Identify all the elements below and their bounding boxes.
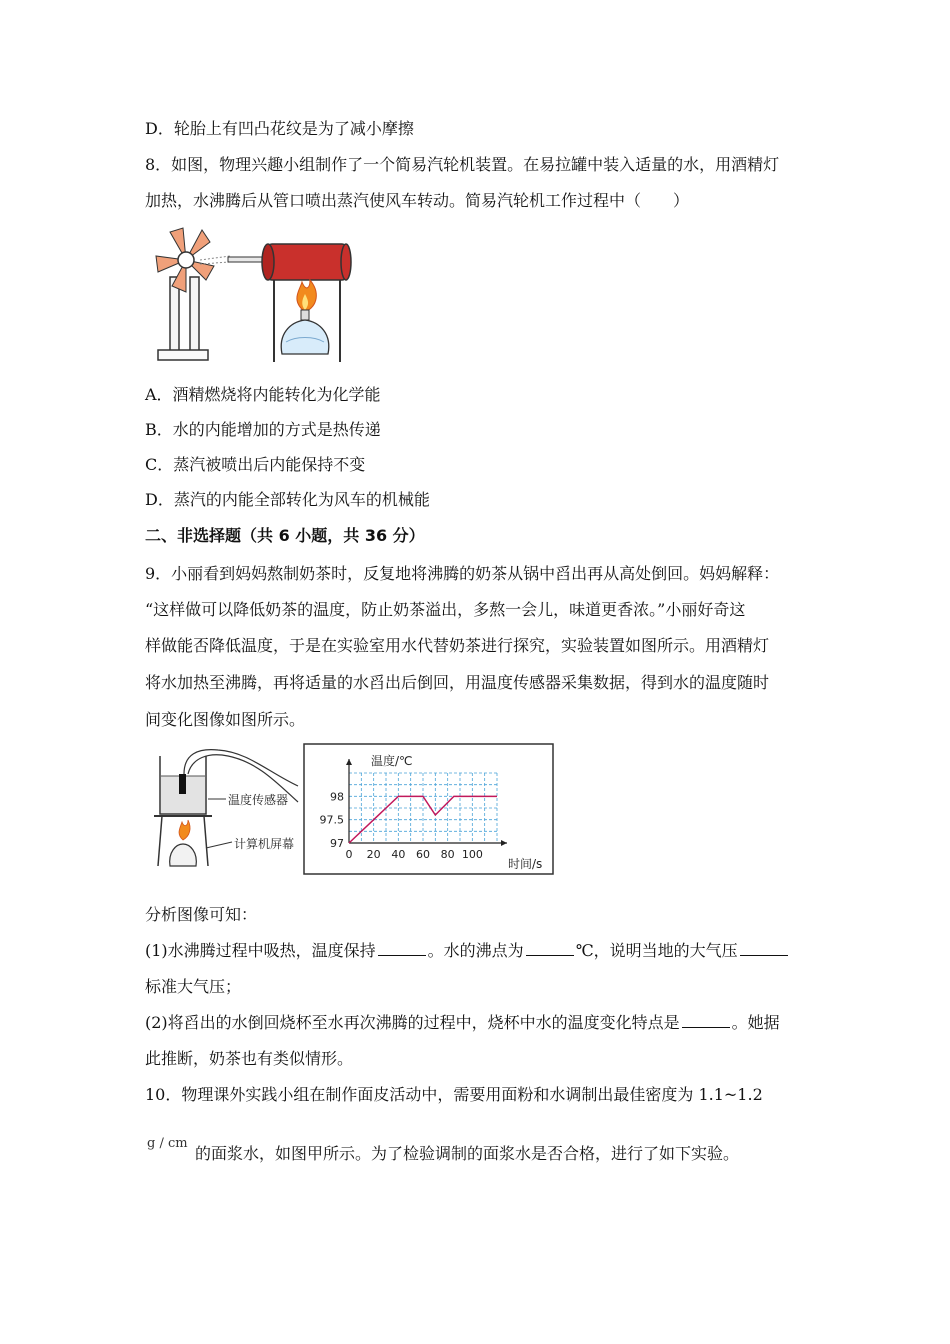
q9-line4: 将水加热至沸腾，再将适量的水舀出后倒回，用温度传感器采集数据，得到水的温度随时 [145, 673, 770, 692]
q9-line2: “这样做可以降低奶茶的温度，防止奶茶溢出，多熬一会儿，味道更香浓。”小丽好奇这 [145, 600, 746, 619]
y-tick-label: 97 [330, 837, 344, 850]
can-icon [262, 244, 351, 280]
answer-blank-2[interactable] [526, 941, 574, 956]
section-title: 二、非选择题（共 6 小题，共 36 分） [145, 526, 425, 545]
q8-option-c: C．蒸汽被喷出后内能保持不变 [145, 455, 366, 474]
alcohol-lamp-icon [170, 844, 197, 866]
answer-blank-4[interactable] [682, 1013, 730, 1028]
q9-analysis: 分析图像可知： [145, 905, 258, 924]
sensor-label: 温度传感器 [228, 793, 289, 807]
q8-option-b: B．水的内能增加的方式是热传递 [145, 420, 381, 439]
alcohol-lamp-icon [281, 310, 329, 354]
q8-option-d: D．蒸汽的内能全部转化为风车的机械能 [145, 490, 430, 509]
x-tick-label: 80 [440, 848, 455, 861]
x-tick-label: 0 [345, 848, 353, 861]
flame-icon [297, 280, 316, 312]
q10-line1: 10．物理课外实践小组在制作面皮活动中，需要用面粉和水调制出最佳密度为 1.1~1.2 [145, 1085, 763, 1104]
q8-stem-line2: 加热，水沸腾后从管口喷出蒸汽使风车转动。简易汽轮机工作过程中（ ） [145, 191, 690, 210]
q8-turbine-figure [150, 222, 360, 370]
q9-part1-text-c: ℃，说明当地的大气压 [575, 941, 738, 960]
q9-part2 [145, 1012, 780, 1034]
x-tick-label: 40 [391, 848, 406, 861]
q10-line2: 的面浆水，如图甲所示。为了检验调制的面浆水是否合格，进行了如下实验。 [195, 1144, 740, 1163]
q9-part1-text-b: 。水的沸点为 [427, 941, 524, 960]
q8-option-a: A．酒精燃烧将内能转化为化学能 [145, 385, 381, 404]
q9-part2-cont: 此推断，奶茶也有类似情形。 [145, 1049, 354, 1068]
y-tick-label: 98 [330, 790, 344, 804]
beaker-icon [160, 756, 206, 814]
answer-blank-1[interactable] [378, 941, 426, 956]
windmill-icon [156, 228, 214, 360]
q9-apparatus-figure [148, 744, 308, 874]
q9-line1: 9．小丽看到妈妈熬制奶茶时，反复地将沸腾的奶茶从锅中舀出再从高处倒回。妈妈解释： [145, 564, 780, 583]
x-tick-label: 20 [366, 848, 381, 861]
q9-part1-text-a: (1)水沸腾过程中吸热，温度保持 [145, 941, 376, 960]
q9-part2-text-b: 。她据 [731, 1013, 780, 1032]
screen-label: 计算机屏幕 [234, 837, 295, 851]
q7-option-d: D．轮胎上有凹凸花纹是为了减小摩擦 [145, 119, 414, 138]
y-axis-label: 温度/℃ [371, 754, 413, 768]
q9-part1 [145, 940, 790, 962]
q9-part2-text-a: (2)将舀出的水倒回烧杯至水再次沸腾的过程中，烧杯中水的温度变化特点是 [145, 1013, 680, 1032]
q9-line3: 样做能否降低温度，于是在实验室用水代替奶茶进行探究，实验装置如图所示。用酒精灯 [145, 636, 770, 655]
x-axis-label: 时间/s [508, 857, 543, 871]
x-tick-label: 100 [461, 848, 483, 861]
q8-stem-line1: 8．如图，物理兴趣小组制作了一个简易汽轮机装置。在易拉罐中装入适量的水，用酒精灯 [145, 155, 780, 174]
q9-line5: 间变化图像如图所示。 [145, 710, 306, 729]
y-tick-label: 97.5 [319, 813, 344, 827]
x-tick-label: 60 [416, 848, 430, 861]
flame-icon [179, 820, 190, 840]
answer-blank-3[interactable] [740, 941, 788, 956]
q9-part1-cont: 标准大气压； [145, 977, 242, 996]
temperature-time-chart [303, 743, 555, 875]
q10-unit: g / cm [147, 1136, 188, 1151]
